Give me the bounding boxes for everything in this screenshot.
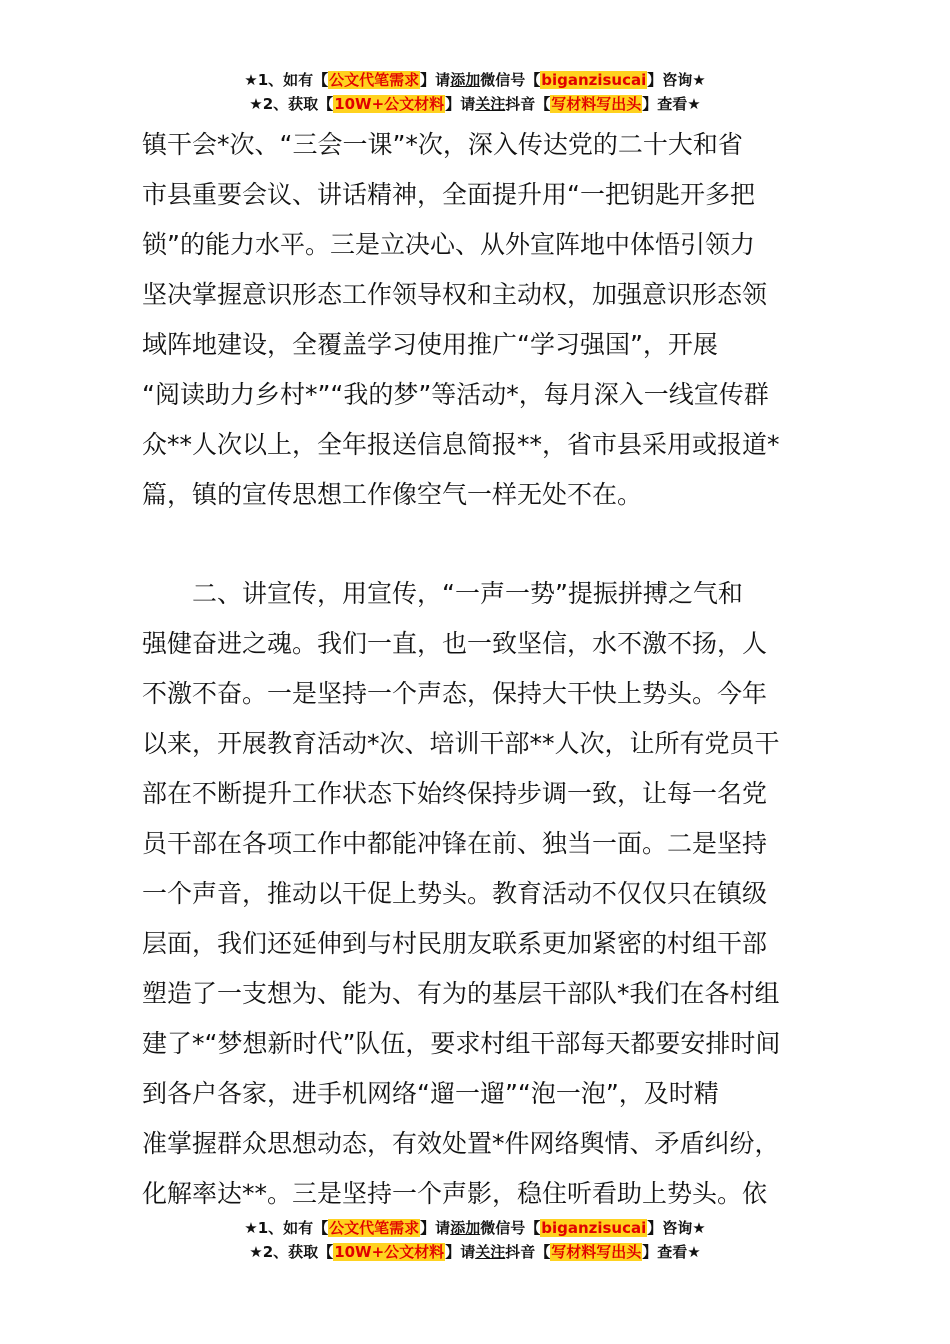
header-banner	[0, 68, 950, 116]
highlight-service: 公文代笔需求	[329, 1219, 420, 1237]
underlined-word: 添加	[450, 71, 481, 89]
text-line: 员干部在各项工作中都能冲锋在前、独当一面。二是坚持	[142, 829, 768, 858]
banner-line-2	[0, 92, 950, 116]
highlight-douyin: 写材料写出头	[551, 1243, 642, 1261]
text-line: 以来，开展教育活动*次、培训干部**人次，让所有党员干	[142, 729, 780, 758]
text-line: 篇，镇的宣传思想工作像空气一样无处不在。	[142, 480, 643, 509]
banner-text: 】请	[445, 95, 476, 113]
text-line: 建了*“梦想新时代”队伍，要求村组干部每天都要安排时间	[142, 1029, 781, 1058]
text-line: 层面，我们还延伸到与村民朋友联系更加紧密的村组干部	[142, 929, 768, 958]
underlined-word: 关注	[475, 95, 506, 113]
text-line: 强健奋进之魂。我们一直，也一致坚信，水不激不扬，人	[142, 629, 768, 658]
banner-text: ★2、获取【	[249, 1243, 334, 1261]
banner-text: 】查看★	[642, 95, 701, 113]
banner-text: ★1、如有【	[244, 1219, 329, 1237]
banner-text: 抖音【	[505, 1243, 551, 1261]
banner-text: 】请	[420, 1219, 451, 1237]
highlight-douyin: 写材料写出头	[551, 95, 642, 113]
highlight-materials: 10W+公文材料	[334, 95, 445, 113]
banner-text: 】查看★	[642, 1243, 701, 1261]
banner-line-2	[0, 1240, 950, 1264]
text-line: 锁”的能力水平。三是立决心、从外宣阵地中体悟引领力	[142, 230, 755, 259]
paragraph-1	[142, 120, 810, 520]
banner-text: 】咨询★	[647, 1219, 706, 1237]
banner-text: 微信号【	[480, 1219, 541, 1237]
footer-banner	[0, 1216, 950, 1264]
text-line: 坚决掌握意识形态工作领导权和主动权，加强意识形态领	[142, 280, 768, 309]
highlight-wechat-id: biganzisucai	[541, 71, 647, 89]
highlight-wechat-id: biganzisucai	[541, 1219, 647, 1237]
banner-text: ★2、获取【	[249, 95, 334, 113]
highlight-service: 公文代笔需求	[329, 71, 420, 89]
text-line: 化解率达**。三是坚持一个声影，稳住听看助上势头。依	[142, 1179, 768, 1208]
banner-text: 抖音【	[505, 95, 551, 113]
text-line: 二、讲宣传，用宣传，“一声一势”提振拼搏之气和	[142, 579, 743, 608]
text-line: 塑造了一支想为、能为、有为的基层干部队*我们在各村组	[142, 979, 780, 1008]
text-line: 域阵地建设，全覆盖学习使用推广“学习强国”，开展	[142, 330, 718, 359]
text-line: 部在不断提升工作状态下始终保持步调一致，让每一名党	[142, 779, 768, 808]
text-line: 众**人次以上，全年报送信息简报**，省市县采用或报道*	[142, 430, 780, 459]
text-line: 市县重要会议、讲话精神，全面提升用“一把钥匙开多把	[142, 180, 755, 209]
banner-text: 微信号【	[480, 71, 541, 89]
highlight-materials: 10W+公文材料	[334, 1243, 445, 1261]
text-line: 镇干会*次、“三会一课”*次，深入传达党的二十大和省	[142, 130, 743, 159]
banner-text: ★1、如有【	[244, 71, 329, 89]
banner-text: 】咨询★	[647, 71, 706, 89]
text-line: 准掌握群众思想动态，有效处置*件网络舆情、矛盾纠纷，	[142, 1129, 780, 1158]
banner-text: 】请	[420, 71, 451, 89]
paragraph-2	[142, 569, 810, 1219]
banner-line-1	[0, 1216, 950, 1240]
underlined-word: 添加	[450, 1219, 481, 1237]
text-line: “阅读助力乡村*”“我的梦”等活动*，每月深入一线宣传群	[142, 380, 769, 409]
underlined-word: 关注	[475, 1243, 506, 1261]
banner-text: 】请	[445, 1243, 476, 1261]
text-line: 到各户各家，进手机网络“遛一遛”“泡一泡”，及时精	[142, 1079, 719, 1108]
text-line: 一个声音，推动以干促上势头。教育活动不仅仅只在镇级	[142, 879, 768, 908]
text-line: 不激不奋。一是坚持一个声态，保持大干快上势头。今年	[142, 679, 768, 708]
banner-line-1	[0, 68, 950, 92]
